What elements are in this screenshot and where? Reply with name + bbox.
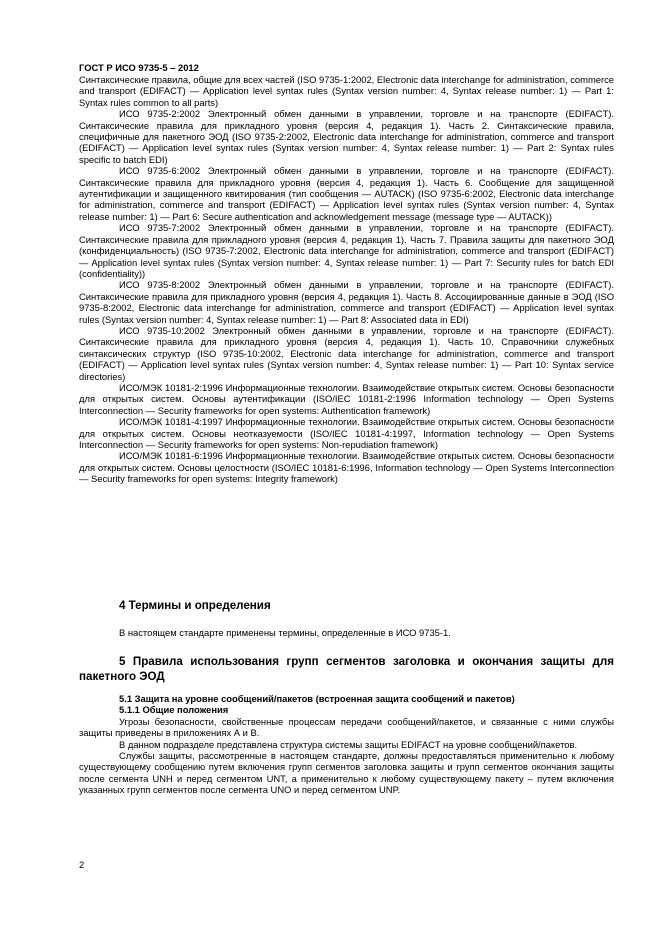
normative-references [79,74,614,485]
running-header: ГОСТ Р ИСО 9735-5 – 2012 [79,62,199,73]
reference-item: ИСО/МЭК 10181-2:1996 Информационные технологии. Взаимодействие открытых систем. Основы безопасности для открытых систем. Основы аутентификации (ISO/IEC 10181-2:1996 Information technology — Open Systems Interconnection — Security frameworks for open systems: Authentication framework) [79,381,614,416]
subsection-5-1-1-heading: 5.1.1 Общие положения [119,704,229,716]
body-paragraph: В данном подразделе представлена структура системы защиты EDIFACT на уровне сообщений/пакетов. [119,738,578,750]
body-paragraph: Службы защиты, рассмотренные в настоящем стандарте, должны предоставляться применительно к любому существующему сообщению путем включения групп сегментов заголовка защиты и групп сегментов окончания защиты после сегмента UNH и перед сегментом UNT, а применительно к любому существующему пакету – путем включения указанных групп сегментов после сегмента UNO и перед сегментом UNP. [79,750,614,796]
section-5-heading: 5 Правила использования групп сегментов заголовка и окончания защиты для пакетного ЭОД [79,655,614,683]
section-4-text: В настоящем стандарте применены термины, определенные в ИСО 9735-1. [119,627,451,638]
section-5-1-body [79,693,614,796]
reference-item: ИСО/МЭК 10181-4:1997 Информационные технологии. Взаимодействие открытых систем. Основы безопасности для открытых систем. Основы неотказуемости (ISO/IEC 10181-4:1997, Information technology — Open Systems Interconnection — Security frameworks for open systems: Non-repudiation framework) [79,416,614,450]
reference-item: ИСО 9735-10:2002 Электронный обмен данными в управлении, торговле и на транспорте (EDIFACT). Синтаксические правила для прикладного уровня (версия 4, редакция 1). Часть 10. Справочники служебных синтаксических структур (ISO 9735-10:2002, Electronic data interchange for administration, commerce and transport (EDIFACT) — Application level syntax rules (Syntax version number: 4, Syntax release number: 1) — Part 10: Syntax service directories) [79,324,614,382]
reference-item: ИСО 9735-7:2002 Электронный обмен данными в управлении, торговле и на транспорте (EDIFACT). Синтаксические правила для прикладного уровня (версия 4, редакция 1). Часть 7. Правила защиты для пакетного ЭОД (конфиденциальность) (ISO 9735-7:2002, Electronic data interchange for administration, commerce and transport (EDIFACT) — Application level syntax rules (Syntax version number: 4, Syntax release number: 1) — Part 7: Security rules for batch EDI (confidentiality)) [79,222,614,279]
reference-item: ИСО 9735-2:2002 Электронный обмен данными в управлении, торговле и на транспорте (EDIFACT). Синтаксические правила для прикладного уровня (версия 4, редакция 1). Часть 2. Синтаксические правила, специфичные для пакетного ЭОД (ISO 9735-2:2002, Electronic data interchange for administration, commerce and transport (EDIFACT) — Application level syntax rules (Syntax version number: 4, Syntax release number: 1) — Part 2: Syntax rules specific to batch EDI) [79,108,614,165]
reference-item: ИСО 9735-6:2002 Электронный обмен данными в управлении, торговле и на транспорте (EDIFACT). Синтаксические правила для прикладного уровня (версия 4, редакция 1). Часть 6. Сообщение для защищенной аутентификации и защищенного квитирования (тип сообщения — AUTACK) (ISO 9735-6:2002, Electronic data interchange for administration, commerce and transport (EDIFACT) — Application level syntax rules (Syntax version number: 4, Syntax release number: 1) — Part 6: Secure authentication and acknowledgement message (message type — AUTACK)) [79,165,614,222]
section-4-heading: 4 Термины и определения [119,599,271,612]
body-paragraph: Угрозы безопасности, свойственные процессам передачи сообщений/пакетов, и связанные с ними службы защиты приведены в приложениях А и В. [79,715,614,739]
page-number: 2 [79,859,85,870]
subsection-5-1-heading: 5.1 Защита на уровне сообщений/пакетов (встроенная защита сообщений и пакетов) [119,693,515,704]
reference-item: ИСО 9735-8:2002 Электронный обмен данными в управлении, торговле и на транспорте (EDIFACT). Синтаксические правила для прикладного уровня (версия 4, редакция 1). Часть 8. Ассоциированные данные в ЭОД (ISO 9735-8:2002, Electronic data interchange for administration, commerce and transport (EDIFACT) — Application level syntax rules (Syntax version number: 4, Syntax release number: 1) — Part 8: Associated data in EDI) [79,279,614,325]
reference-item: ИСО/МЭК 10181-6:1996 Информационные технологии. Взаимодействие открытых систем. Основы безопасности для открытых систем. Основы целостности (ISO/IEC 10181-6:1996, Information technology — Open Systems Interconnection — Security frameworks for open systems: Integrity framework) [79,450,614,485]
reference-item: Синтаксические правила, общие для всех частей (ISO 9735-1:2002, Electronic data interchange for administration, commerce and transport (EDIFACT) — Application level syntax rules (Syntax version number: 4, Syntax release number: 1) — Part 1: Syntax rules common to all parts) [79,74,614,108]
